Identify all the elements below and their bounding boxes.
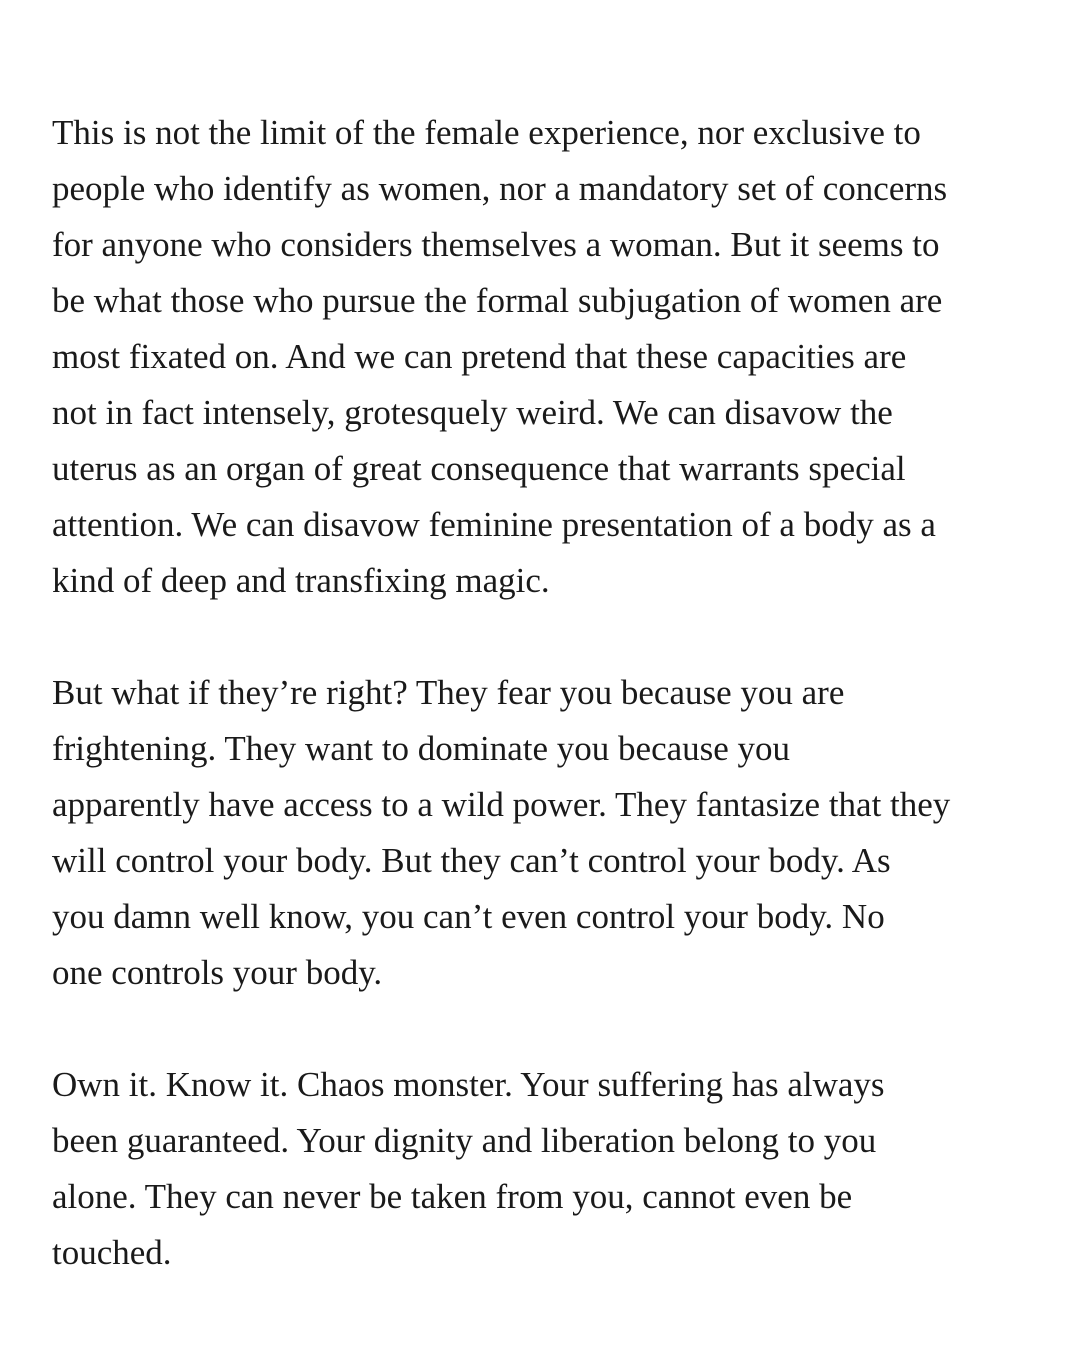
text-line: kind of deep and transfixing magic.: [52, 561, 550, 600]
text-line: been guaranteed. Your dignity and liberation belong to you: [52, 1121, 877, 1160]
text-line: attention. We can disavow feminine presentation of a body as a: [52, 505, 936, 544]
text-line: Own it. Know it. Chaos monster. Your suffering has always: [52, 1065, 885, 1104]
text-line: for anyone who considers themselves a woman. But it seems to: [52, 225, 940, 264]
text-line: will control your body. But they can’t control your body. As: [52, 841, 891, 880]
text-line: you damn well know, you can’t even control your body. No: [52, 897, 885, 936]
text-line: This is not the limit of the female experience, nor exclusive to: [52, 113, 921, 152]
text-line: people who identify as women, nor a mandatory set of concerns: [52, 169, 948, 208]
text-line: touched.: [52, 1233, 172, 1272]
paragraph-1: [52, 105, 1042, 609]
text-line: most fixated on. And we can pretend that these capacities are: [52, 337, 907, 376]
text-line: one controls your body.: [52, 953, 383, 992]
text-line: But what if they’re right? They fear you because you are: [52, 673, 845, 712]
text-line: apparently have access to a wild power. They fantasize that they: [52, 785, 951, 824]
text-line: be what those who pursue the formal subjugation of women are: [52, 281, 943, 320]
text-line: not in fact intensely, grotesquely weird. We can disavow the: [52, 393, 893, 432]
essay-text-block: [52, 105, 1042, 1281]
text-line: alone. They can never be taken from you, cannot even be: [52, 1177, 853, 1216]
paragraph-3: [52, 1057, 1042, 1281]
text-line: uterus as an organ of great consequence that warrants special: [52, 449, 906, 488]
paragraph-2: [52, 665, 1042, 1001]
text-line: frightening. They want to dominate you because you: [52, 729, 791, 768]
